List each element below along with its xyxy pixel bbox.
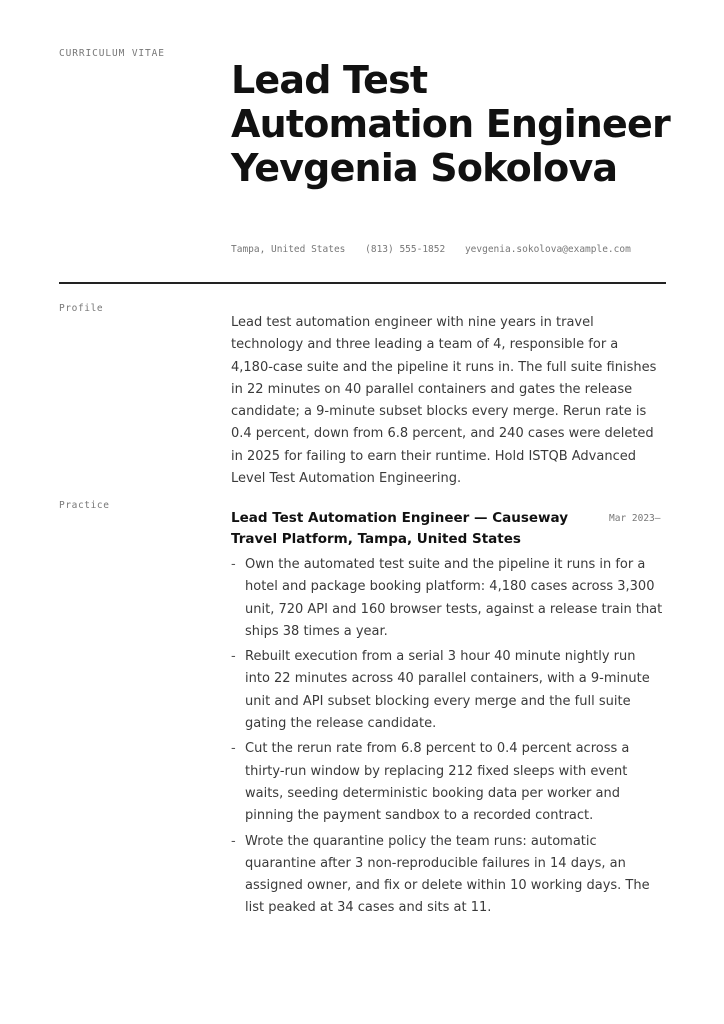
bullet-marker: -	[231, 557, 236, 572]
profile-summary: Lead test automation engineer with nine years in travel technology and three leading a team of 4, responsible for a 4,180-case suite and the pipeline it runs in. The full suite finishes in 22 minutes on 40 parallel containers and gates the release candidate; a 9-minute subset blocks every merge. Rerun rate is 0.4 percent, down from 6.8 percent, and 240 cases were deleted in 2025 for failing to earn their runtime. Hold ISTQB Advanced Level Test Automation Engineering.	[231, 315, 657, 487]
header-divider	[59, 282, 666, 284]
job-bullet	[231, 646, 663, 735]
profile-section-label: Profile	[59, 303, 104, 314]
job-bullet	[231, 738, 663, 827]
contact-email: yevgenia.sokolova@example.com	[464, 244, 631, 255]
bullet-marker: -	[231, 649, 236, 665]
contact-location: Tampa, United States	[231, 244, 346, 255]
bullet-marker: -	[231, 741, 236, 757]
candidate-name-heading: Lead Test Automation Engineer Yevgenia Sokolova	[231, 58, 670, 190]
job-bullet	[231, 554, 663, 643]
bullet-text: Wrote the quarantine policy the team runs: automatic quarantine after 3 non-reproducible failures in 14 days, an assigned owner, and fix or delete within 10 working days. The list peaked at 34 cases and sits at 11.	[245, 833, 650, 916]
bullet-text: Cut the rerun rate from 6.8 percent to 0.4 percent across a thirty-run window by replacing 212 fixed sleeps with event waits, seeding deterministic booking data per worker and pinning the payment sandbox to a recorded contract.	[245, 741, 630, 824]
job-bullet	[231, 831, 663, 920]
bullet-marker: -	[231, 833, 236, 849]
contact-phone: (813) 555-1852	[365, 244, 446, 255]
practice-section-label: Practice	[59, 500, 110, 511]
job-bullet-list	[231, 554, 663, 923]
bullet-text: Own the automated test suite and the pipeline it runs in for a hotel and package booking platform: 4,180 cases across 3,300 unit, 720 API and 160 browser tests, against a release train that ships 38 times a year.	[245, 557, 663, 639]
bullet-text: Rebuilt execution from a serial 3 hour 40 minute nightly run into 22 minutes across 40 parallel containers, with a 9-minute unit and API subset blocking every merge and the full suite gating the release candidate.	[245, 649, 650, 732]
job-title: Lead Test Automation Engineer — Causeway Travel Platform, Tampa, United States	[231, 510, 569, 547]
contact-line	[231, 244, 671, 255]
job-dates: Mar 2023–	[609, 513, 661, 524]
document-eyebrow: CURRICULUM VITAE	[59, 48, 165, 59]
